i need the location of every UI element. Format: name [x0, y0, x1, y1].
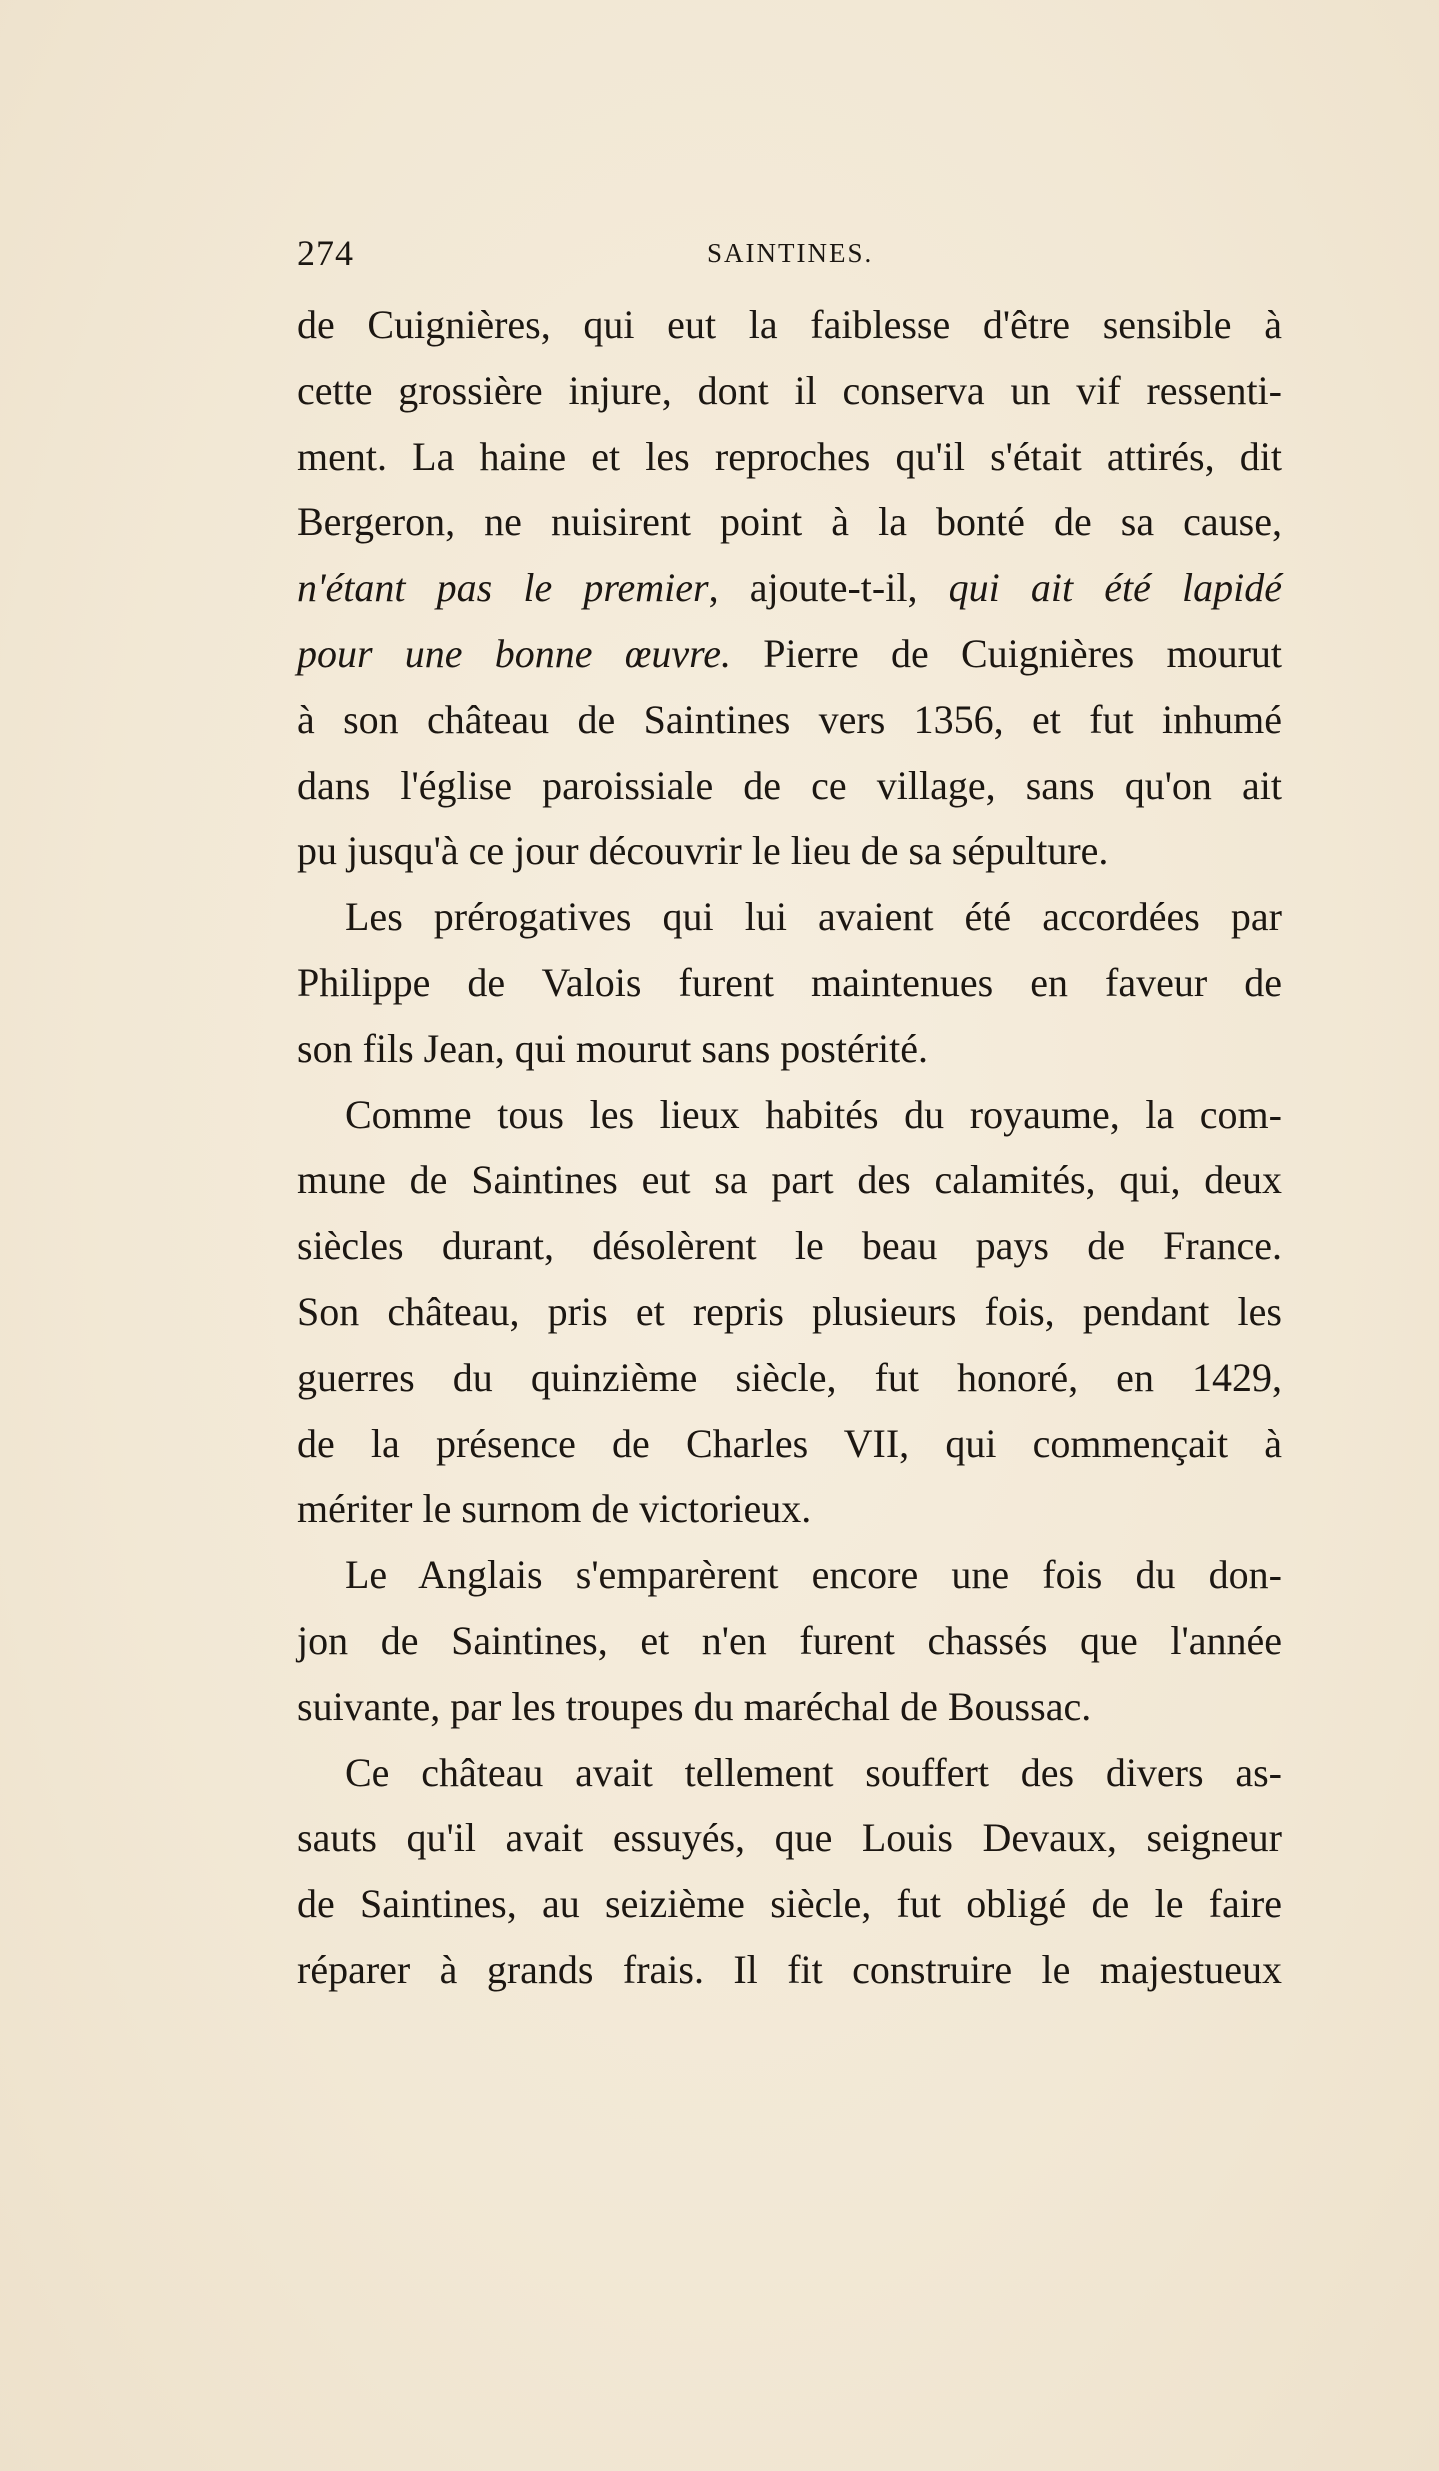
- italic-quote: qui ait été lapidé: [948, 565, 1282, 611]
- text-line: Les prérogatives qui lui avaient été accordées par: [345, 894, 1282, 940]
- text-line: mériter le surnom de victorieux.: [297, 1486, 812, 1532]
- text-line: son fils Jean, qui mourut sans postérité.: [297, 1025, 929, 1071]
- text-line: Comme tous les lieux habités du royaume, la com-: [345, 1091, 1282, 1137]
- text-line: Son château, pris et repris plusieurs fois, pendant les: [297, 1288, 1282, 1334]
- text-line: à son château de Saintines vers 1356, et fut inhumé: [297, 696, 1282, 742]
- text-line: réparer à grands frais. Il fit construire le majestueux: [297, 1946, 1282, 1992]
- roman-text: , ajoute-t-il,: [708, 565, 949, 611]
- text-line: pu jusqu'à ce jour découvrir le lieu de sa sépulture.: [297, 828, 1109, 874]
- text-line: sauts qu'il avait essuyés, que Louis Devaux, seigneur: [297, 1815, 1282, 1861]
- italic-quote: n'étant pas le premier: [297, 565, 709, 611]
- body-text: [297, 292, 1282, 2003]
- text-line: Ce château avait tellement souffert des divers as-: [345, 1749, 1282, 1795]
- roman-text: Pierre de Cuignières mourut: [731, 630, 1283, 676]
- text-line: Philippe de Valois furent maintenues en faveur de: [297, 959, 1282, 1005]
- text-line: de Saintines, au seizième siècle, fut obligé de le faire: [297, 1881, 1282, 1927]
- running-head: [297, 232, 1287, 282]
- text-line: jon de Saintines, et n'en furent chassés que l'année: [297, 1617, 1282, 1663]
- text-line: guerres du quinzième siècle, fut honoré, en 1429,: [297, 1354, 1282, 1400]
- text-line: cette grossière injure, dont il conserva un vif ressenti-: [297, 367, 1282, 413]
- page-number: 274: [297, 233, 354, 273]
- text-line: Bergeron, ne nuisirent point à la bonté de sa cause,: [297, 499, 1282, 545]
- text-line: ment. La haine et les reproches qu'il s'était attirés, dit: [297, 433, 1282, 479]
- text-line: dans l'église paroissiale de ce village, sans qu'on ait: [297, 762, 1282, 808]
- running-title: SAINTINES.: [707, 238, 874, 268]
- text-line: de la présence de Charles VII, qui commençait à: [297, 1420, 1282, 1466]
- text-line: suivante, par les troupes du maréchal de Boussac.: [297, 1683, 1092, 1729]
- text-line: [297, 555, 1282, 621]
- italic-quote: pour une bonne œuvre.: [297, 630, 732, 676]
- text-line: mune de Saintines eut sa part des calamités, qui, deux: [297, 1157, 1282, 1203]
- text-line: siècles durant, désolèrent le beau pays de France.: [297, 1223, 1282, 1269]
- text-line: de Cuignières, qui eut la faiblesse d'être sensible à: [297, 302, 1282, 347]
- text-line: Le Anglais s'emparèrent encore une fois du don-: [345, 1552, 1282, 1598]
- text-line: [297, 621, 1282, 687]
